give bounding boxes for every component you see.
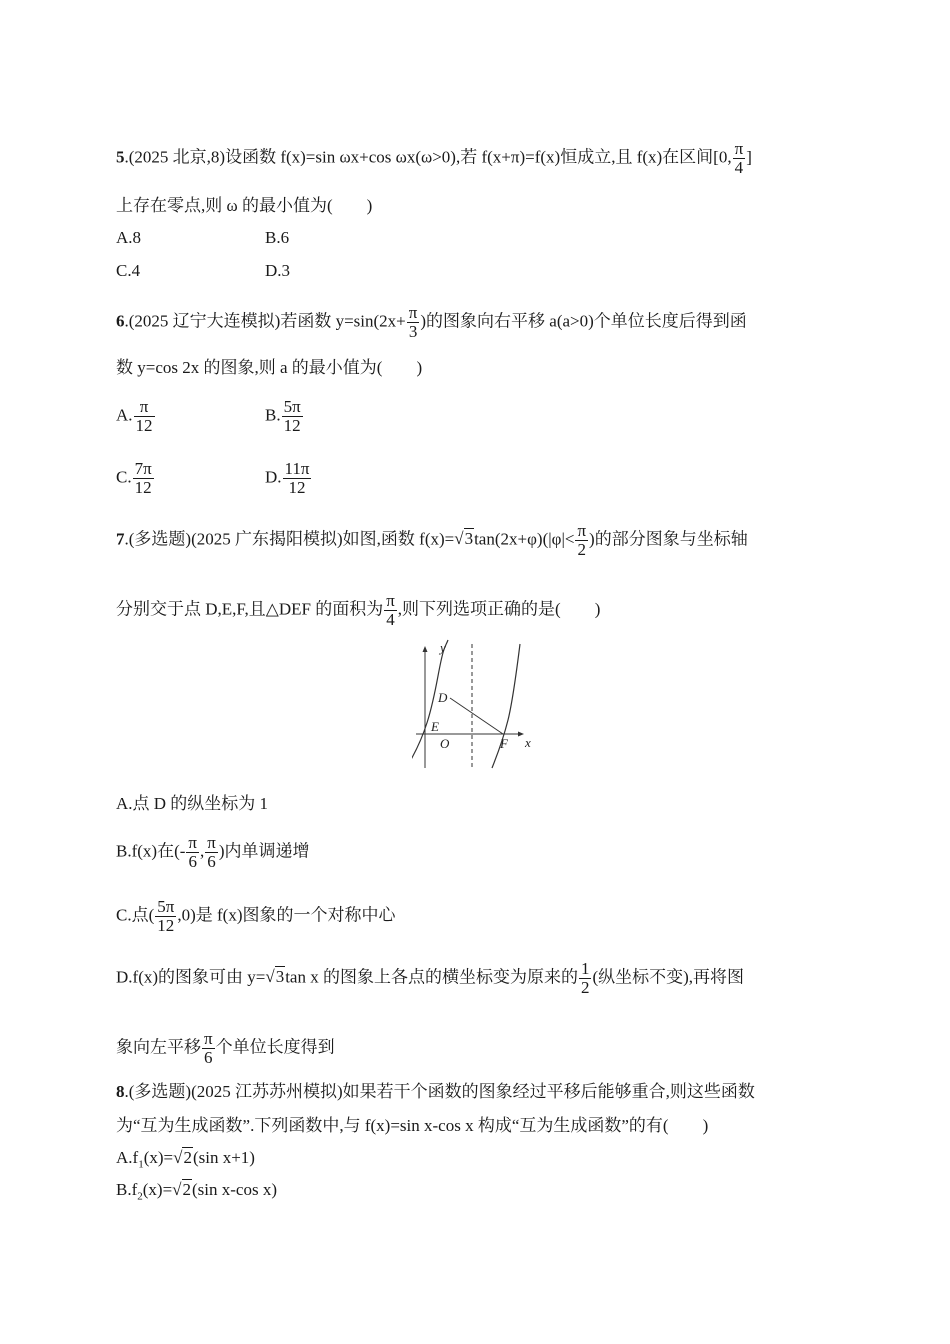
q5-option-d: D.3: [265, 261, 291, 280]
q6-number: 6: [116, 311, 125, 331]
q7-function-graph: [412, 636, 538, 770]
q7-sqrt: √3: [454, 529, 474, 549]
q5-option-b: B.6: [265, 228, 290, 247]
q5-stem-line1: [116, 140, 752, 177]
q6-text-1: 若函数 y=sin(2x+: [280, 311, 406, 331]
q6-option-d: D. $\frac{11\pi}{12}$: [265, 459, 310, 497]
label-e: E: [431, 719, 439, 734]
q7-optd-sqrt: √3: [265, 967, 285, 987]
q5-text-2: f(x)=sin ωx+cos ωx(ω>0),若 f(x+π)=f(x)恒成立,且 f(x)在区间[0,: [280, 147, 732, 167]
q5-number: 5: [116, 147, 125, 167]
q8-stem-line2: 为“互为生成函数”.下列函数中,与 f(x)=sin x-cos x 构成“互为生成函数”的有( ): [116, 1116, 709, 1135]
q5-stem-line2: 上存在零点,则 ω 的最小值为( ): [116, 196, 373, 215]
q5-text-1: 设函数: [225, 147, 281, 167]
x-axis-arrow: [518, 732, 524, 737]
q7-text-3: )的部分图象与坐标轴: [589, 529, 748, 549]
q5-source: .(2025 北京,8): [124, 147, 226, 167]
q8-option-b: $B.f_2(x)=√2(\sin$ x-cos x): [116, 1180, 277, 1203]
label-d: D: [438, 690, 448, 705]
q6-option-c: C. $\frac{7\pi}{12}$: [116, 459, 152, 497]
label-o: O: [440, 736, 450, 751]
q7-fraction: $\frac{\pi}{2}$: [577, 521, 587, 559]
label-f: F: [500, 736, 508, 751]
q7-option-d: D.f(x)的图象可由 y=√3tan x 的图象上各点的横坐标变为原来的 $\frac{1}{2}$ (纵坐标不变),再将图: [116, 959, 745, 997]
q6-text-2: )的图象向右平移 a(a>0)个单位长度后得到函: [420, 311, 747, 331]
q6-stem-line2: 数 y=cos 2x 的图象,则 a 的最小值为( ): [116, 358, 423, 377]
q5-text-3: ]: [746, 147, 752, 167]
q8-text-1: 如果若干个函数的图象经过平移后能够重合,则这些函数: [342, 1082, 755, 1101]
q7-text-2: tan(2x+φ)(|φ|<: [474, 529, 575, 549]
segment-df: [450, 698, 503, 734]
q7-option-d-line2: 象向左平移 $\frac{\pi}{6}$ 个单位长度得到: [116, 1029, 335, 1067]
q7-area-fraction: $\frac{\pi}{4}$: [386, 591, 395, 629]
q8-stem-line1: [116, 1082, 755, 1102]
q7-option-b: B.f(x)在(- $\frac{\pi}{6}$ , $\frac{\pi}{6}$ )内单调递增: [116, 833, 310, 871]
q7-text-1: 如图,函数 f(x)=: [342, 529, 455, 549]
q7-number: 7: [116, 529, 125, 549]
q8-number: 8: [116, 1082, 125, 1101]
label-y: y: [440, 640, 446, 655]
q7-option-a: A.点 D 的纵坐标为 1: [116, 794, 269, 813]
q7-source: .(多选题)(2025 广东揭阳模拟): [124, 529, 343, 549]
q5-option-c: C.4: [116, 261, 141, 280]
q8-source: .(多选题)(2025 江苏苏州模拟): [124, 1082, 343, 1101]
q7-stem-line2: 分别交于点 D,E,F,且△DEF 的面积为 $\frac{\pi}{4}$ ,则下列选项正确的是( ): [116, 591, 601, 629]
q7-stem-line1: [116, 522, 748, 559]
q6-source: .(2025 辽宁大连模拟): [124, 311, 281, 331]
q6-option-a: A. $\frac{\pi}{12}$: [116, 397, 153, 435]
q6-option-b: B. $\frac{5\pi}{12}$: [265, 397, 301, 435]
q7-option-c: C.点( $\frac{5\pi}{12}$ ,0)是 f(x)图象的一个对称中心: [116, 897, 396, 935]
q6-fraction: $\frac{\pi}{3}$: [408, 303, 418, 341]
q5-fraction: $\frac{\pi}{4}$: [734, 139, 744, 177]
q8-option-a: $A.f_1(x)=√2(\sin$ x+1): [116, 1148, 255, 1171]
y-axis-arrow: [423, 646, 428, 652]
q5-option-a: A.8: [116, 228, 142, 247]
q6-stem-line1: [116, 304, 747, 341]
label-x: x: [525, 735, 531, 750]
